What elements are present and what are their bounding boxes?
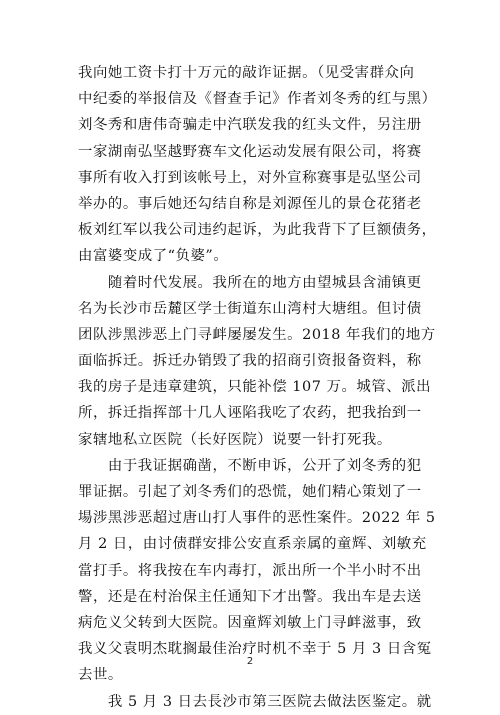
paragraph-3 <box>78 453 436 689</box>
text-line: 罪证据。引起了刘冬秀们的恐慌，她们精心策划了一 <box>78 484 422 500</box>
text-line: 病危义父转到大医院。因童辉刘敏上门寻衅滋事，致 <box>78 614 422 631</box>
text-line: 一家湖南弘坚越野赛车文化运动发展有限公司，将赛 <box>78 143 422 160</box>
text-line: 去世。 <box>78 667 123 684</box>
text-line: 我 5 月 3 日去長沙市第三医院去做法医鉴定。就 <box>78 693 432 710</box>
text-line: 名为长沙市岳麓区学士街道东山湾村大塘组。但讨债 <box>78 300 422 317</box>
text-line: 我的房子是违章建筑，只能补偿 107 万。城管、派出 <box>78 379 432 396</box>
text-line: 事所有收入打到该帐号上，对外宣称赛事是弘坚公司 <box>78 169 422 186</box>
text-line: 随着时代发展。我所在的地方由望城县含浦镇更 <box>78 274 422 291</box>
text-line: 我义父袁明杰耽搁最佳治疗时机不幸于 5 月 3 日含冤 <box>78 641 432 658</box>
paragraph-2 <box>78 270 436 453</box>
text-line: 举办的。事后她还勾结自称是刘源侄儿的景仓花猪老 <box>78 195 422 212</box>
text-line: 由于我证据确凿，不断申诉，公开了刘冬秀的犯 <box>78 457 422 474</box>
text-line: 家辖地私立医院（长好医院）说要一针打死我。 <box>78 431 392 448</box>
paragraph-4 <box>78 689 432 715</box>
text-line: 所，拆迁指挥部十几人诬陷我吃了农药，把我抬到一 <box>78 405 422 422</box>
text-line: 由富婆变成了“负婆”。 <box>78 248 229 265</box>
text-line: 月 2 日，由讨债群安排公安直系亲属的童辉、刘敏充 <box>78 536 427 553</box>
paragraph-1 <box>78 60 437 270</box>
text-line: 我向她工资卡打十万元的敲诈证据。（见受害群众向 <box>78 65 415 81</box>
page-body <box>78 60 437 715</box>
text-line: 面临拆迁。拆迁办销毁了我的招商引资报备资料，称 <box>78 353 422 370</box>
page-number: 2 <box>246 656 254 667</box>
text-line: 刘冬秀和唐伟奇骗走中汽联发我的红头文件，另注册 <box>78 117 422 134</box>
text-line: 中纪委的举报信及《督查手记》作者刘冬秀的红与黑） <box>78 91 437 108</box>
text-line: 板刘红军以我公司违约起诉，为此我背下了巨额债务， <box>78 222 437 239</box>
text-line: 团队涉黑涉恶上门寻衅屡屡发生。2018 年我们的地方 <box>78 326 436 343</box>
text-line: 場涉黑涉恶超过唐山打人事件的恶性案件。2022 年 5 <box>78 510 436 527</box>
text-line: 警，还是在村治保主任通知下才出警。我出车是去送 <box>78 588 422 605</box>
text-line: 當打手。将我按在车内毒打，派出所一个半小时不出 <box>78 562 422 579</box>
